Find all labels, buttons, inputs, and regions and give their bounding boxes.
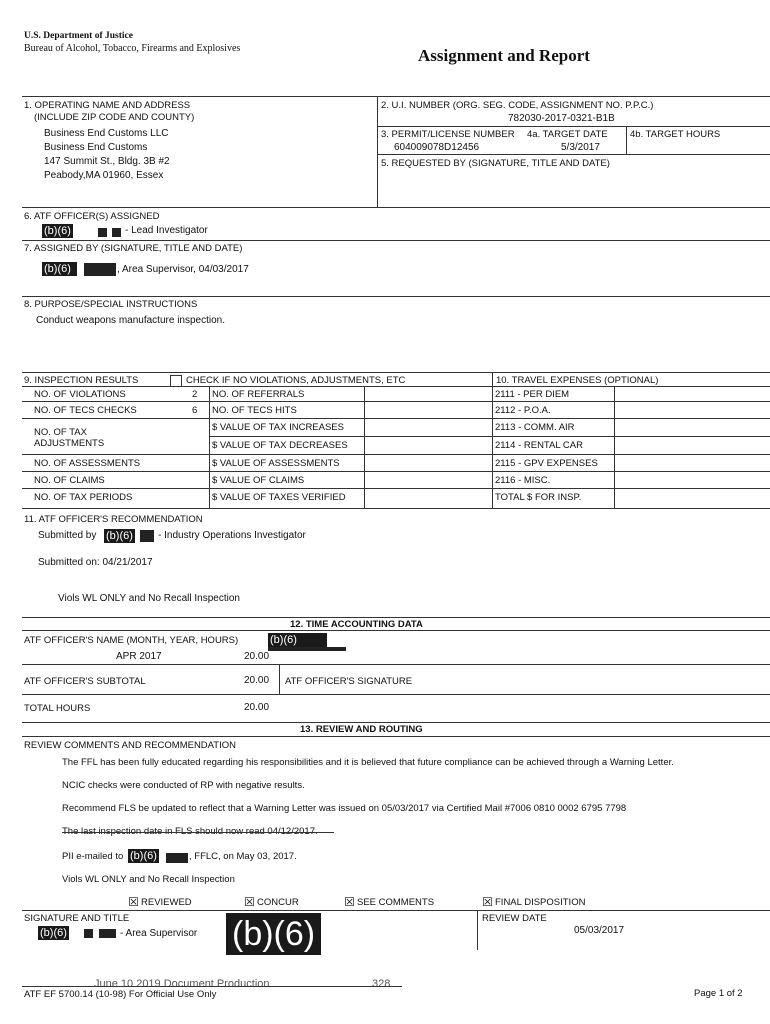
redaction-box: (b)(6)	[40, 927, 67, 939]
result-label: NO. OF TAX	[34, 427, 87, 438]
result-label: $ VALUE OF TAX INCREASES	[212, 422, 344, 433]
rule	[22, 664, 770, 665]
submitter-role: - Industry Operations Investigator	[158, 530, 306, 541]
see-comments-checkbox[interactable]: ☒	[344, 895, 355, 909]
redaction-box: (b)(6)	[268, 633, 327, 647]
rule	[22, 96, 770, 97]
result-label: NO. OF CLAIMS	[34, 475, 105, 486]
expense-label: 2115 - GPV EXPENSES	[495, 458, 598, 469]
rule	[22, 722, 770, 723]
sec11-label: 11. ATF OFFICER'S RECOMMENDATION	[24, 514, 203, 525]
concur-label: CONCUR	[257, 897, 299, 908]
result-label: $ VALUE OF TAX DECREASES	[212, 440, 348, 451]
result-value: 6	[192, 405, 198, 416]
result-value: 2	[192, 389, 198, 400]
expense-label: 2112 - P.O.A.	[495, 405, 551, 416]
redaction-box: (b)(6)	[44, 225, 71, 237]
subtotal-label: ATF OFFICER'S SUBTOTAL	[24, 676, 146, 687]
redaction-box	[98, 228, 107, 237]
see-comments-label: SEE COMMENTS	[357, 897, 435, 908]
address-line: Business End Customs	[44, 142, 148, 153]
review-comment: The FFL has been fully educated regarding his responsibilities and it is believed that future compliance can be achieved through a Warning Letter.	[62, 757, 674, 768]
submitted-on: Submitted on: 04/21/2017	[38, 557, 153, 568]
rule	[22, 418, 770, 419]
sec9-label: 9. INSPECTION RESULTS	[24, 375, 139, 386]
rule	[22, 488, 770, 489]
sec13-title: 13. REVIEW AND ROUTING	[300, 724, 423, 735]
officer-name-label: ATF OFFICER'S NAME (MONTH, YEAR, HOURS)	[24, 635, 239, 646]
final-disposition-checkbox[interactable]: ☒	[482, 895, 493, 909]
rule	[22, 386, 770, 387]
submitted-by-label: Submitted by	[38, 530, 97, 541]
divider	[209, 386, 210, 508]
review-comment: The last inspection date in FLS should now read 04/12/2017.	[62, 826, 318, 837]
rule	[377, 126, 770, 127]
assigned-by-text: , Area Supervisor, 04/03/2017	[117, 264, 249, 275]
reviewed-label: REVIEWED	[141, 897, 192, 908]
form-number: ATF EF 5700.14 (10-98) For Official Use Only	[24, 989, 217, 1000]
divider	[477, 910, 478, 950]
ui-number: 782030-2017-0321-B1B	[508, 113, 615, 124]
redaction-box: (b)(6)	[42, 262, 77, 276]
redaction-box: (b)(6)	[106, 530, 133, 542]
rule	[22, 986, 402, 987]
address-line: Business End Customs LLC	[44, 128, 169, 139]
officer-role: - Lead Investigator	[125, 225, 208, 236]
concur-checkbox[interactable]: ☒	[244, 895, 255, 909]
sec3-label: 3. PERMIT/LICENSE NUMBER	[381, 129, 515, 140]
pii-prefix: PII e-mailed to	[62, 851, 124, 862]
redaction-box	[112, 228, 121, 237]
expense-label: TOTAL $ FOR INSP.	[495, 492, 582, 503]
expense-label: 2111 - PER DIEM	[495, 389, 570, 400]
result-label: $ VALUE OF ASSESSMENTS	[212, 458, 340, 469]
rule	[22, 508, 770, 509]
sec12-title: 12. TIME ACCOUNTING DATA	[290, 619, 423, 630]
redaction-box	[268, 647, 346, 651]
sec1-label: 1. OPERATING NAME AND ADDRESS	[24, 100, 191, 111]
bureau-name: Bureau of Alcohol, Tobacco, Firearms and Explosives	[24, 43, 241, 54]
sec2-label: 2. U.I. NUMBER (ORG. SEG. CODE, ASSIGNMENT NO. P.P.C.)	[381, 100, 654, 111]
sec8-label: 8. PURPOSE/SPECIAL INSTRUCTIONS	[24, 299, 198, 310]
final-disposition-label: FINAL DISPOSITION	[495, 897, 586, 908]
redaction-box	[140, 530, 154, 542]
rule	[22, 694, 770, 695]
sec1-sublabel: (INCLUDE ZIP CODE AND COUNTY)	[34, 112, 195, 123]
rule	[22, 372, 770, 373]
reviewed-checkbox[interactable]: ☒	[128, 895, 139, 909]
result-label: NO. OF VIOLATIONS	[34, 389, 126, 400]
review-date: 05/03/2017	[574, 925, 625, 936]
total-hours-label: TOTAL HOURS	[24, 703, 91, 714]
sec6-label: 6. ATF OFFICER(S) ASSIGNED	[24, 211, 160, 222]
divider	[279, 664, 280, 694]
expense-label: 2113 - COMM. AIR	[495, 422, 575, 433]
review-comments-label: REVIEW COMMENTS AND RECOMMENDATION	[24, 740, 236, 751]
redaction-box	[166, 853, 188, 863]
expense-label: 2114 - RENTAL CAR	[495, 440, 583, 451]
signature-title-label: SIGNATURE AND TITLE	[24, 913, 130, 924]
target-date-label: 4a. TARGET DATE	[527, 129, 608, 140]
recommendation-note: Viols WL ONLY and No Recall Inspection	[58, 593, 240, 604]
result-label: $ VALUE OF CLAIMS	[212, 475, 305, 486]
result-label: NO. OF ASSESSMENTS	[34, 458, 141, 469]
total-hours-value: 20.00	[244, 702, 270, 713]
rule	[22, 471, 770, 472]
form-title: Assignment and Report	[418, 46, 590, 65]
divider	[364, 386, 365, 508]
rule	[377, 154, 770, 155]
page-number: Page 1 of 2	[694, 988, 743, 999]
signer-role: - Area Supervisor	[120, 928, 198, 939]
result-label: NO. OF TECS CHECKS	[34, 405, 137, 416]
review-date-label: REVIEW DATE	[482, 913, 547, 924]
expense-label: 2116 - MISC.	[495, 475, 551, 486]
rule	[22, 454, 770, 455]
rule	[22, 617, 770, 618]
officer-hours: 20.00	[244, 651, 270, 662]
rule	[22, 296, 770, 297]
rule	[22, 240, 770, 241]
rule	[22, 207, 770, 208]
review-comment: Recommend FLS be updated to reflect that a Warning Letter was issued on 05/03/2017 via Certified Mail #7006 0810 0002 6795 7798	[62, 803, 627, 814]
redaction-box	[99, 929, 116, 938]
pii-suffix: , FFLC, on May 03, 2017.	[189, 851, 297, 862]
signature-redaction: (b)(6)	[226, 913, 321, 955]
production-stamp: June 10 2019 Document Production	[94, 978, 270, 990]
permit-number: 604009078D12456	[394, 142, 480, 153]
rule	[22, 630, 770, 631]
sec7-label: 7. ASSIGNED BY (SIGNATURE, TITLE AND DATE)	[24, 243, 243, 254]
rule	[22, 401, 770, 402]
review-comment: NCIC checks were conducted of RP with negative results.	[62, 780, 305, 791]
strikethrough	[62, 832, 334, 833]
address-line: 147 Summit St., Bldg. 3B #2	[44, 156, 170, 167]
redaction-box	[84, 929, 93, 938]
viols-note: Viols WL ONLY and No Recall Inspection	[62, 874, 235, 885]
instructions-text: Conduct weapons manufacture inspection.	[36, 315, 226, 326]
target-date: 5/3/2017	[561, 142, 600, 153]
divider	[614, 386, 615, 508]
month-year: APR 2017	[116, 651, 162, 662]
result-label: NO. OF TAX PERIODS	[34, 492, 133, 503]
result-label: NO. OF TECS HITS	[212, 405, 297, 416]
sec10-label: 10. TRAVEL EXPENSES (OPTIONAL)	[496, 375, 659, 386]
redaction-box: (b)(6)	[130, 850, 157, 862]
redaction-box	[84, 263, 116, 276]
rule	[209, 436, 770, 437]
rule	[22, 736, 770, 737]
divider	[377, 96, 378, 207]
result-label: NO. OF REFERRALS	[212, 389, 305, 400]
agency-name: U.S. Department of Justice	[24, 31, 133, 41]
address-line: Peabody,MA 01960, Essex	[44, 170, 164, 181]
target-hours-label: 4b. TARGET HOURS	[630, 129, 721, 140]
rule	[22, 910, 770, 911]
result-label: ADJUSTMENTS	[34, 438, 105, 449]
sec5-label: 5. REQUESTED BY (SIGNATURE, TITLE AND DATE)	[381, 158, 610, 169]
divider	[626, 126, 627, 154]
result-label: $ VALUE OF TAXES VERIFIED	[212, 492, 346, 503]
subtotal-value: 20.00	[244, 675, 270, 686]
checkbox-label: CHECK IF NO VIOLATIONS, ADJUSTMENTS, ETC	[186, 375, 406, 386]
signature-label: ATF OFFICER'S SIGNATURE	[285, 676, 413, 687]
production-page-number: 328	[372, 978, 391, 990]
